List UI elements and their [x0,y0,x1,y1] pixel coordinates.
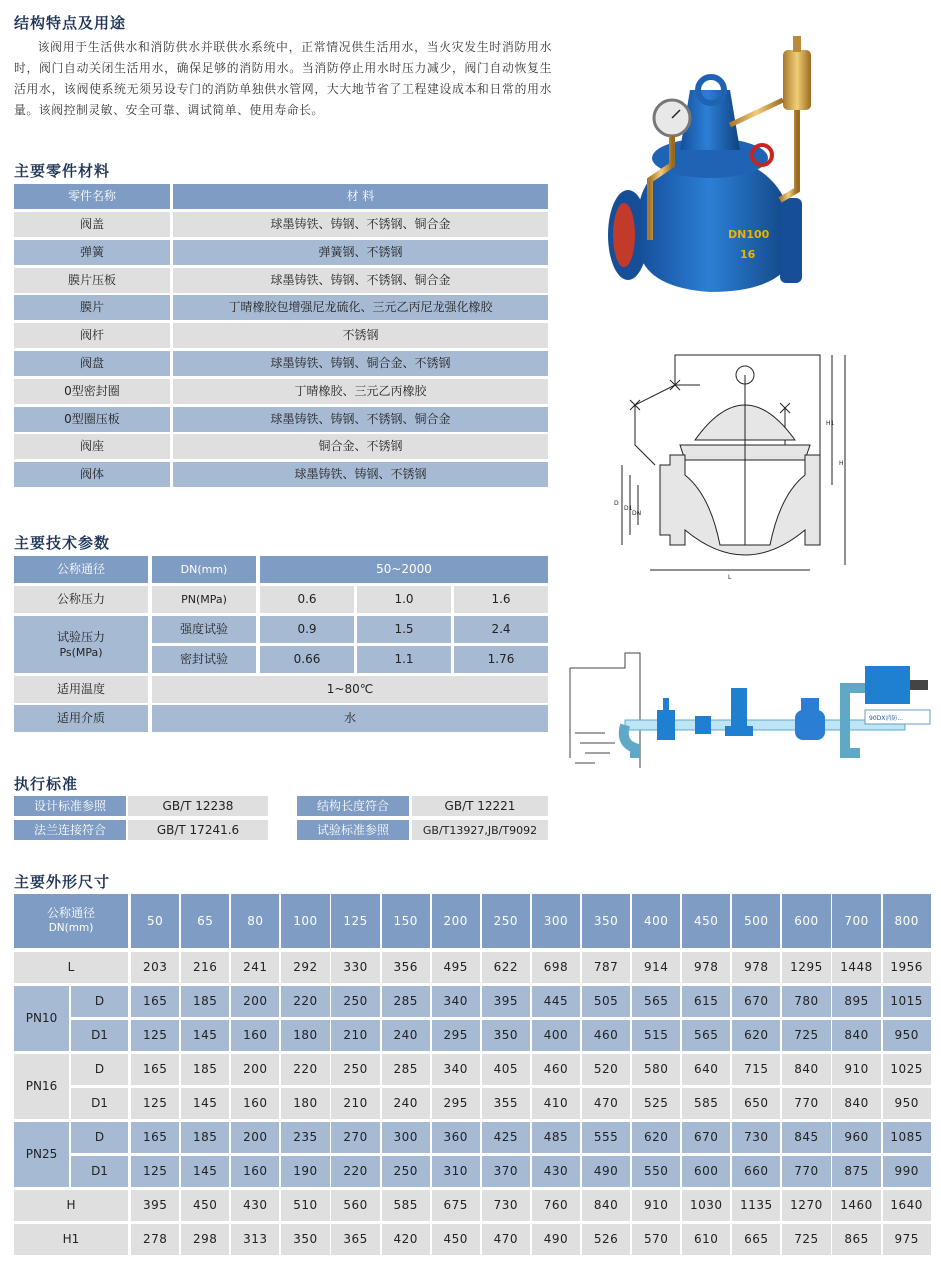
H-value: 450 [181,1190,229,1221]
H1-value: 420 [382,1224,430,1255]
features-title: 结构特点及用途 [14,14,127,32]
pn25-D1-value: 490 [582,1156,630,1187]
pn16-D-value: 340 [432,1054,480,1085]
valve-photo [580,30,830,300]
standard-label: 结构长度符合 [297,796,409,816]
L-value: 978 [682,952,730,983]
pn10-D1-value: 125 [131,1020,179,1051]
material-value: 球墨铸铁、铸钢、不锈钢 [173,462,548,487]
L-value: 1295 [782,952,830,983]
pn10-D1-value: 725 [782,1020,830,1051]
pn10-D-value: 1015 [883,986,931,1017]
pn25-D1-value: 190 [281,1156,329,1187]
pn25-D1-value: 990 [883,1156,931,1187]
dn-header-text: 公称通径 [46,906,95,920]
material-part-name: 阀杆 [14,323,170,348]
pn10-D-value: 445 [532,986,580,1017]
seal-value: 0.66 [260,646,354,673]
dn-value: 125 [331,894,379,948]
pn16-D-value: 285 [382,1054,430,1085]
dimensions-table [14,894,931,1255]
pn16-D-value: 220 [281,1054,329,1085]
H-value: 430 [231,1190,279,1221]
pn25-D1-value: 145 [181,1156,229,1187]
fire-valve [865,666,910,704]
L-value: 698 [532,952,580,983]
pn25-D-value: 670 [682,1122,730,1153]
pn16-D1-value: 180 [281,1088,329,1119]
H-value: 1270 [782,1190,830,1221]
H-value: 395 [131,1190,179,1221]
system-schematic [565,648,935,773]
pn25-D1-value: 875 [832,1156,880,1187]
standard-label: 试验标准参照 [297,820,409,840]
L-label: L [14,952,128,983]
pn16-D1-value: 770 [782,1088,830,1119]
pn10-D1-value: 350 [482,1020,530,1051]
pn25-D-value: 425 [482,1122,530,1153]
strength-value: 2.4 [454,616,548,643]
test-pressure-unit: Ps(MPa) [59,645,103,659]
material-part-name: 阀盘 [14,351,170,376]
H-value: 560 [331,1190,379,1221]
pn16-D1-value: 355 [482,1088,530,1119]
pn16-D1-value: 145 [181,1088,229,1119]
pn25-D-label: D [71,1122,128,1153]
dim-label-L: L [728,574,732,581]
pn25-D1-value: 770 [782,1156,830,1187]
dn-value: 65 [181,894,229,948]
pn25-D-value: 485 [532,1122,580,1153]
H-value: 910 [632,1190,680,1221]
pn10-D1-value: 840 [832,1020,880,1051]
dimension-drawing [610,345,860,585]
material-part-name: 膜片压板 [14,268,170,293]
H-value: 840 [582,1190,630,1221]
dim-label-D: D [614,500,619,507]
H1-value: 278 [131,1224,179,1255]
pn25-D-value: 730 [732,1122,780,1153]
dim-label-H1: H1 [826,420,835,427]
L-value: 914 [632,952,680,983]
pn25-D1-label: D1 [71,1156,128,1187]
seal-value: 1.76 [454,646,548,673]
material-value: 丁晴橡胶包增强尼龙硫化、三元乙丙尼龙强化橡胶 [173,295,548,320]
pn10-D1-label: D1 [71,1020,128,1051]
dn-header-label [14,894,128,948]
pn16-D-value: 715 [732,1054,780,1085]
L-value: 292 [281,952,329,983]
pn25-D-value: 165 [131,1122,179,1153]
params-title: 主要技术参数 [14,534,111,552]
H-value: 760 [532,1190,580,1221]
gate-valve [657,710,675,740]
material-value: 不锈钢 [173,323,548,348]
H-value: 675 [432,1190,480,1221]
material-part-name: 弹簧 [14,240,170,265]
dim-label-H: H [839,460,844,467]
pn16-D1-value: 240 [382,1088,430,1119]
pn16-D-label: D [71,1054,128,1085]
pn25-D-value: 555 [582,1122,630,1153]
L-value: 1956 [883,952,931,983]
H1-value: 470 [482,1224,530,1255]
pn16-D-value: 165 [131,1054,179,1085]
pn16-label: PN16 [14,1054,69,1119]
pn16-D-value: 250 [331,1054,379,1085]
H1-value: 490 [532,1224,580,1255]
material-value: 丁晴橡胶、三元乙丙橡胶 [173,379,548,404]
dn-value: 400 [632,894,680,948]
material-part-name: 0型密封圈 [14,379,170,404]
H1-value: 570 [632,1224,680,1255]
pn25-D-value: 235 [281,1122,329,1153]
standard-value: GB/T 12238 [128,796,268,816]
pn10-D-value: 670 [732,986,780,1017]
standards-title: 执行标准 [14,775,79,793]
pn16-D1-value: 950 [883,1088,931,1119]
nominal-pressure-label: 公称压力 [14,586,148,613]
pn10-D-value: 505 [582,986,630,1017]
H-value: 730 [482,1190,530,1221]
features-text: 该阀用于生活供水和消防供水并联供水系统中，正常情况供生活用水，当火灾发生时消防用水时，阀门自动关闭生活用水，确保足够的消防用水。当消防停止用水时压力减少，阀门自动恢复生活用水，该阀使系统无须另设专门的消防单独供水管网，大大地节省了工程建设成本和日常的用水量。该阀控制灵敏、安全可靠、调试简单、使用寿命长。 [14,40,552,117]
standard-label: 法兰连接符合 [14,820,126,840]
H-value: 585 [382,1190,430,1221]
pn25-label: PN25 [14,1122,69,1187]
materials-title: 主要零件材料 [14,162,111,180]
pn25-D1-value: 370 [482,1156,530,1187]
pn10-D-value: 185 [181,986,229,1017]
pn25-D1-value: 550 [632,1156,680,1187]
pn16-D-value: 1025 [883,1054,931,1085]
pn25-D-value: 1085 [883,1122,931,1153]
pn25-D-value: 960 [832,1122,880,1153]
pn16-D1-label: D1 [71,1088,128,1119]
material-value: 球墨铸铁、铸钢、不锈钢、铜合金 [173,212,548,237]
pn25-D1-value: 250 [382,1156,430,1187]
check-valve [695,716,711,734]
standard-value: GB/T 12221 [412,796,548,816]
medium-label: 适用介质 [14,705,148,732]
pump [731,688,747,728]
H-value: 1640 [883,1190,931,1221]
pn10-D-value: 395 [482,986,530,1017]
L-value: 241 [231,952,279,983]
pn25-D-value: 270 [331,1122,379,1153]
temp-label: 适用温度 [14,676,148,703]
pn10-label: PN10 [14,986,69,1051]
pn10-D-value: 200 [231,986,279,1017]
L-value: 330 [331,952,379,983]
L-value: 978 [732,952,780,983]
pn16-D1-value: 525 [632,1088,680,1119]
strength-value: 0.9 [260,616,354,643]
H1-value: 610 [682,1224,730,1255]
dn-value: 50 [131,894,179,948]
L-value: 216 [181,952,229,983]
L-value: 495 [432,952,480,983]
pn25-D-value: 185 [181,1122,229,1153]
pn25-D-value: 620 [632,1122,680,1153]
pn16-D-value: 520 [582,1054,630,1085]
L-value: 203 [131,952,179,983]
H-value: 1135 [732,1190,780,1221]
pn16-D1-value: 210 [331,1088,379,1119]
pn16-D-value: 910 [832,1054,880,1085]
strength-label: 强度试验 [152,616,256,643]
nominal-dia-label: 公称通径 [14,556,148,583]
H1-value: 665 [732,1224,780,1255]
dn-value: 80 [231,894,279,948]
L-value: 356 [382,952,430,983]
pn10-D-value: 780 [782,986,830,1017]
pn10-D1-value: 460 [582,1020,630,1051]
standards-grid [14,796,548,842]
test-pressure-text: 试验压力 [56,629,105,644]
pn10-D1-value: 180 [281,1020,329,1051]
pn10-D-value: 285 [382,986,430,1017]
pn10-D1-value: 565 [682,1020,730,1051]
standard-value: GB/T13927,JB/T9092 [412,820,548,840]
material-part-name: 阀盖 [14,212,170,237]
pn16-D1-value: 125 [131,1088,179,1119]
H-label: H [14,1190,128,1221]
pn25-D-value: 300 [382,1122,430,1153]
pn16-D-value: 580 [632,1054,680,1085]
pn25-D1-value: 125 [131,1156,179,1187]
params-table [14,556,548,732]
pn16-D1-value: 160 [231,1088,279,1119]
pn25-D-value: 360 [432,1122,480,1153]
dn-value: 300 [532,894,580,948]
pn-value: 0.6 [260,586,354,613]
pn10-D-value: 340 [432,986,480,1017]
dn-value: 150 [382,894,430,948]
L-value: 1448 [832,952,880,983]
L-value: 622 [482,952,530,983]
pn10-D-label: D [71,986,128,1017]
pn16-D1-value: 650 [732,1088,780,1119]
strength-value: 1.5 [357,616,451,643]
pn10-D1-value: 515 [632,1020,680,1051]
pn25-D1-value: 220 [331,1156,379,1187]
dn-range: 50~2000 [260,556,548,583]
standard-label: 设计标准参照 [14,796,126,816]
dn-value: 800 [883,894,931,948]
material-part-name: 膜片 [14,295,170,320]
H1-value: 350 [281,1224,329,1255]
dn-value: 250 [482,894,530,948]
pn16-D-value: 640 [682,1054,730,1085]
H1-value: 313 [231,1224,279,1255]
pn10-D-value: 165 [131,986,179,1017]
seal-value: 1.1 [357,646,451,673]
pn-value: 1.0 [357,586,451,613]
standard-value: GB/T 17241.6 [128,820,268,840]
pn10-D1-value: 145 [181,1020,229,1051]
pn10-D1-value: 295 [432,1020,480,1051]
H-value: 1460 [832,1190,880,1221]
dimensions-title: 主要外形尺寸 [14,873,111,891]
medium-value: 水 [152,705,548,732]
pn25-D-value: 845 [782,1122,830,1153]
pn25-D1-value: 160 [231,1156,279,1187]
control-valve [795,710,825,740]
pn25-D1-value: 310 [432,1156,480,1187]
H1-value: 526 [582,1224,630,1255]
dn-value: 350 [582,894,630,948]
system-label: 90DX消防... [869,715,904,722]
right-flange [780,198,802,283]
L-value: 787 [582,952,630,983]
flange-bore [613,203,635,267]
pn16-D1-value: 470 [582,1088,630,1119]
pn10-D1-value: 210 [331,1020,379,1051]
valve-marking-pressure: 16 [740,248,756,261]
H1-value: 975 [883,1224,931,1255]
pn-value: 1.6 [454,586,548,613]
pn25-D1-value: 660 [732,1156,780,1187]
material-value: 铜合金、不锈钢 [173,434,548,459]
pn10-D-value: 615 [682,986,730,1017]
pn10-D1-value: 240 [382,1020,430,1051]
H1-value: 298 [181,1224,229,1255]
dn-value: 450 [682,894,730,948]
pn16-D-value: 840 [782,1054,830,1085]
H-value: 1030 [682,1190,730,1221]
temp-value: 1~80℃ [152,676,548,703]
H1-value: 725 [782,1224,830,1255]
test-pressure-label [14,616,148,673]
pn16-D-value: 405 [482,1054,530,1085]
pn-unit: PN(MPa) [152,586,256,613]
H-value: 510 [281,1190,329,1221]
dn-header-unit: DN(mm) [48,922,94,934]
materials-header-part: 零件名称 [14,184,170,209]
pn16-D-value: 460 [532,1054,580,1085]
pn10-D-value: 565 [632,986,680,1017]
materials-header-material: 材 料 [173,184,548,209]
pn25-D1-value: 430 [532,1156,580,1187]
H1-label: H1 [14,1224,128,1255]
pn25-D1-value: 600 [682,1156,730,1187]
dim-label-D1: D1 [624,505,633,512]
dn-unit: DN(mm) [152,556,256,583]
material-value: 球墨铸铁、铸钢、不锈钢、铜合金 [173,407,548,432]
seal-label: 密封试验 [152,646,256,673]
H1-value: 450 [432,1224,480,1255]
pn10-D1-value: 400 [532,1020,580,1051]
dn-value: 500 [732,894,780,948]
material-part-name: 阀体 [14,462,170,487]
material-value: 球墨铸铁、铸钢、不锈钢、铜合金 [173,268,548,293]
dn-value: 600 [782,894,830,948]
material-value: 弹簧钢、不锈钢 [173,240,548,265]
H1-value: 365 [331,1224,379,1255]
material-value: 球墨铸铁、铸钢、铜合金、不锈钢 [173,351,548,376]
pn16-D-value: 200 [231,1054,279,1085]
material-part-name: 阀座 [14,434,170,459]
pilot-valve [783,50,811,110]
H1-value: 865 [832,1224,880,1255]
pn10-D1-value: 160 [231,1020,279,1051]
pn10-D1-value: 950 [883,1020,931,1051]
dn-value: 200 [432,894,480,948]
pn10-D-value: 220 [281,986,329,1017]
pn10-D-value: 895 [832,986,880,1017]
valve-marking: DN100 [728,228,770,241]
material-part-name: 0型圈压板 [14,407,170,432]
dn-value: 100 [281,894,329,948]
dn-value: 700 [832,894,880,948]
pn16-D1-value: 295 [432,1088,480,1119]
pn10-D-value: 250 [331,986,379,1017]
pn16-D1-value: 840 [832,1088,880,1119]
pn16-D-value: 185 [181,1054,229,1085]
pn10-D1-value: 620 [732,1020,780,1051]
dim-label-DN: DN [632,510,642,517]
pn16-D1-value: 410 [532,1088,580,1119]
pn16-D1-value: 585 [682,1088,730,1119]
pn25-D-value: 200 [231,1122,279,1153]
